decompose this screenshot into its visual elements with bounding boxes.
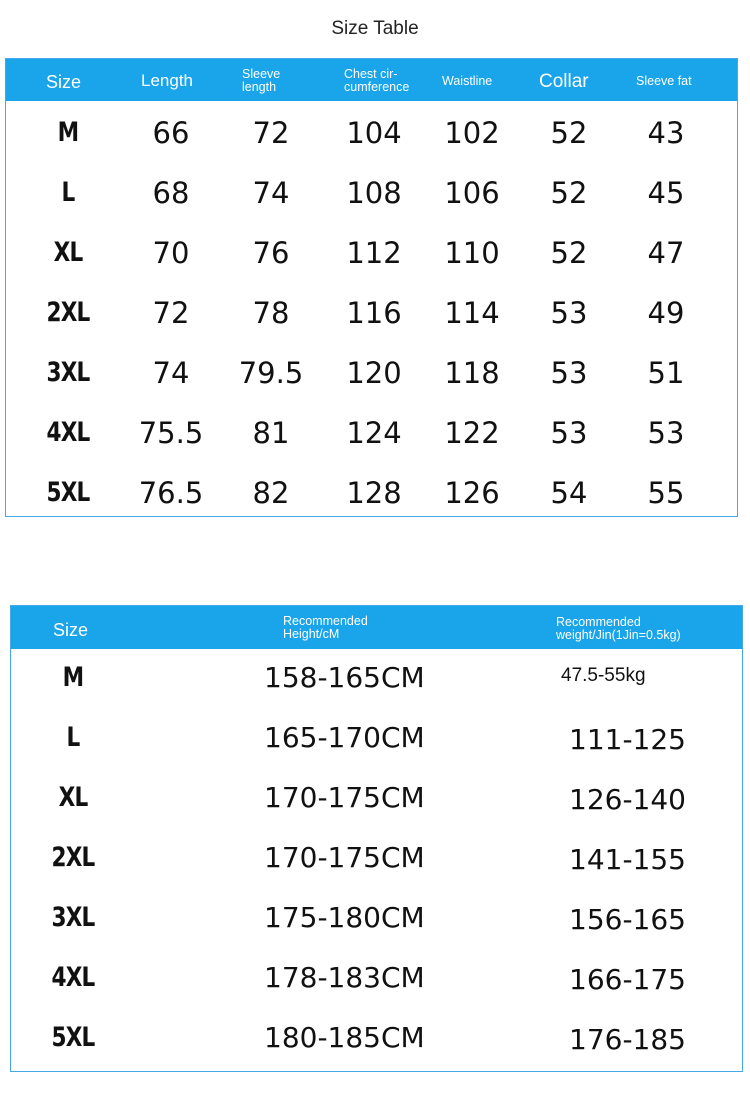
table-cell: 54	[550, 476, 588, 510]
header-chest	[344, 68, 409, 93]
table-cell: 70	[152, 236, 190, 270]
table-cell: 75.5	[138, 416, 204, 450]
table-cell: 81	[252, 416, 290, 450]
header-sleeve-fat: Sleeve fat	[636, 74, 692, 88]
height-value: 178-183CM	[264, 961, 425, 994]
size-label: XL	[53, 237, 83, 268]
table-cell: 53	[550, 296, 588, 330]
size-label: L	[61, 177, 75, 208]
weight-value: 141-155	[569, 843, 686, 876]
header-sleeve-line2: length	[242, 79, 277, 94]
header-waistline: Waistline	[442, 74, 493, 88]
header-collar: Collar	[539, 71, 589, 92]
header-length: Length	[141, 71, 193, 90]
table-cell: 102	[444, 116, 500, 150]
height-value: 170-175CM	[264, 841, 425, 874]
header-sleeve-length	[242, 68, 280, 93]
size-label: 4XL	[46, 417, 90, 448]
table-cell: 114	[444, 296, 500, 330]
size-table-header	[6, 59, 737, 101]
header-chest-line1: Chest cir-	[344, 67, 398, 81]
table-cell: 51	[647, 356, 685, 390]
height-value: 180-185CM	[264, 1021, 425, 1054]
size-label: L	[66, 722, 80, 753]
header2-weight-line2: weight/Jin(1Jin=0.5kg)	[556, 627, 681, 642]
table-cell: 52	[550, 176, 588, 210]
recommendation-table-header	[11, 606, 742, 649]
table-cell: 53	[550, 356, 588, 390]
table-cell: 82	[252, 476, 290, 510]
table-cell: 104	[346, 116, 402, 150]
header2-height-line1: Recommended	[283, 614, 368, 628]
header2-size: Size	[53, 620, 89, 640]
table-cell: 122	[444, 416, 500, 450]
weight-value: 166-175	[569, 963, 686, 996]
table-cell: 68	[152, 176, 190, 210]
table-cell: 79.5	[238, 356, 304, 390]
recommendation-table	[10, 605, 743, 1072]
header2-weight-line1: Recommended	[556, 615, 641, 629]
size-label: 5XL	[51, 1022, 95, 1053]
weight-value: 111-125	[569, 723, 686, 756]
table-cell: 47	[647, 236, 685, 270]
table-cell: 76.5	[138, 476, 204, 510]
table-cell: 112	[346, 236, 402, 270]
height-value: 175-180CM	[264, 901, 425, 934]
height-value: 170-175CM	[264, 781, 425, 814]
height-value: 158-165CM	[264, 661, 425, 694]
page-title: Size Table	[331, 18, 419, 39]
table-cell: 120	[346, 356, 402, 390]
table-cell: 118	[444, 356, 500, 390]
header2-height-line2: Height/cM	[283, 626, 340, 641]
table-cell: 72	[152, 296, 190, 330]
size-label: M	[57, 117, 79, 148]
weight-value: 156-165	[569, 903, 686, 936]
table-cell: 43	[647, 116, 685, 150]
header-chest-line2: cumference	[344, 79, 410, 94]
size-table	[5, 58, 738, 517]
header-size: Size	[46, 72, 82, 92]
table-cell: 74	[252, 176, 290, 210]
table-cell: 53	[550, 416, 588, 450]
table-cell: 53	[647, 416, 685, 450]
table-cell: 124	[346, 416, 402, 450]
table-cell: 52	[550, 116, 588, 150]
table-cell: 116	[346, 296, 402, 330]
size-label: M	[62, 662, 84, 693]
table-cell: 52	[550, 236, 588, 270]
size-label: XL	[58, 782, 88, 813]
size-label: 3XL	[51, 902, 95, 933]
table-cell: 72	[252, 116, 290, 150]
header2-height	[283, 615, 368, 640]
weight-value: 47.5-55kg	[561, 665, 646, 686]
table-cell: 108	[346, 176, 402, 210]
height-value: 165-170CM	[264, 721, 425, 754]
size-label: 3XL	[46, 357, 90, 388]
weight-value: 176-185	[569, 1023, 686, 1056]
table-cell: 126	[444, 476, 500, 510]
table-cell: 45	[647, 176, 685, 210]
table-cell: 55	[647, 476, 685, 510]
size-label: 4XL	[51, 962, 95, 993]
table-cell: 74	[152, 356, 190, 390]
table-cell: 76	[252, 236, 290, 270]
size-label: 2XL	[51, 842, 95, 873]
weight-value: 126-140	[569, 783, 686, 816]
table-cell: 110	[444, 236, 500, 270]
table-cell: 78	[252, 296, 290, 330]
table-cell: 106	[444, 176, 500, 210]
table-cell: 128	[346, 476, 402, 510]
table-cell: 49	[647, 296, 685, 330]
table-cell: 66	[152, 116, 190, 150]
size-label: 2XL	[46, 297, 90, 328]
header2-weight	[556, 616, 681, 641]
header-sleeve-line1: Sleeve	[242, 67, 281, 81]
size-label: 5XL	[46, 477, 90, 508]
